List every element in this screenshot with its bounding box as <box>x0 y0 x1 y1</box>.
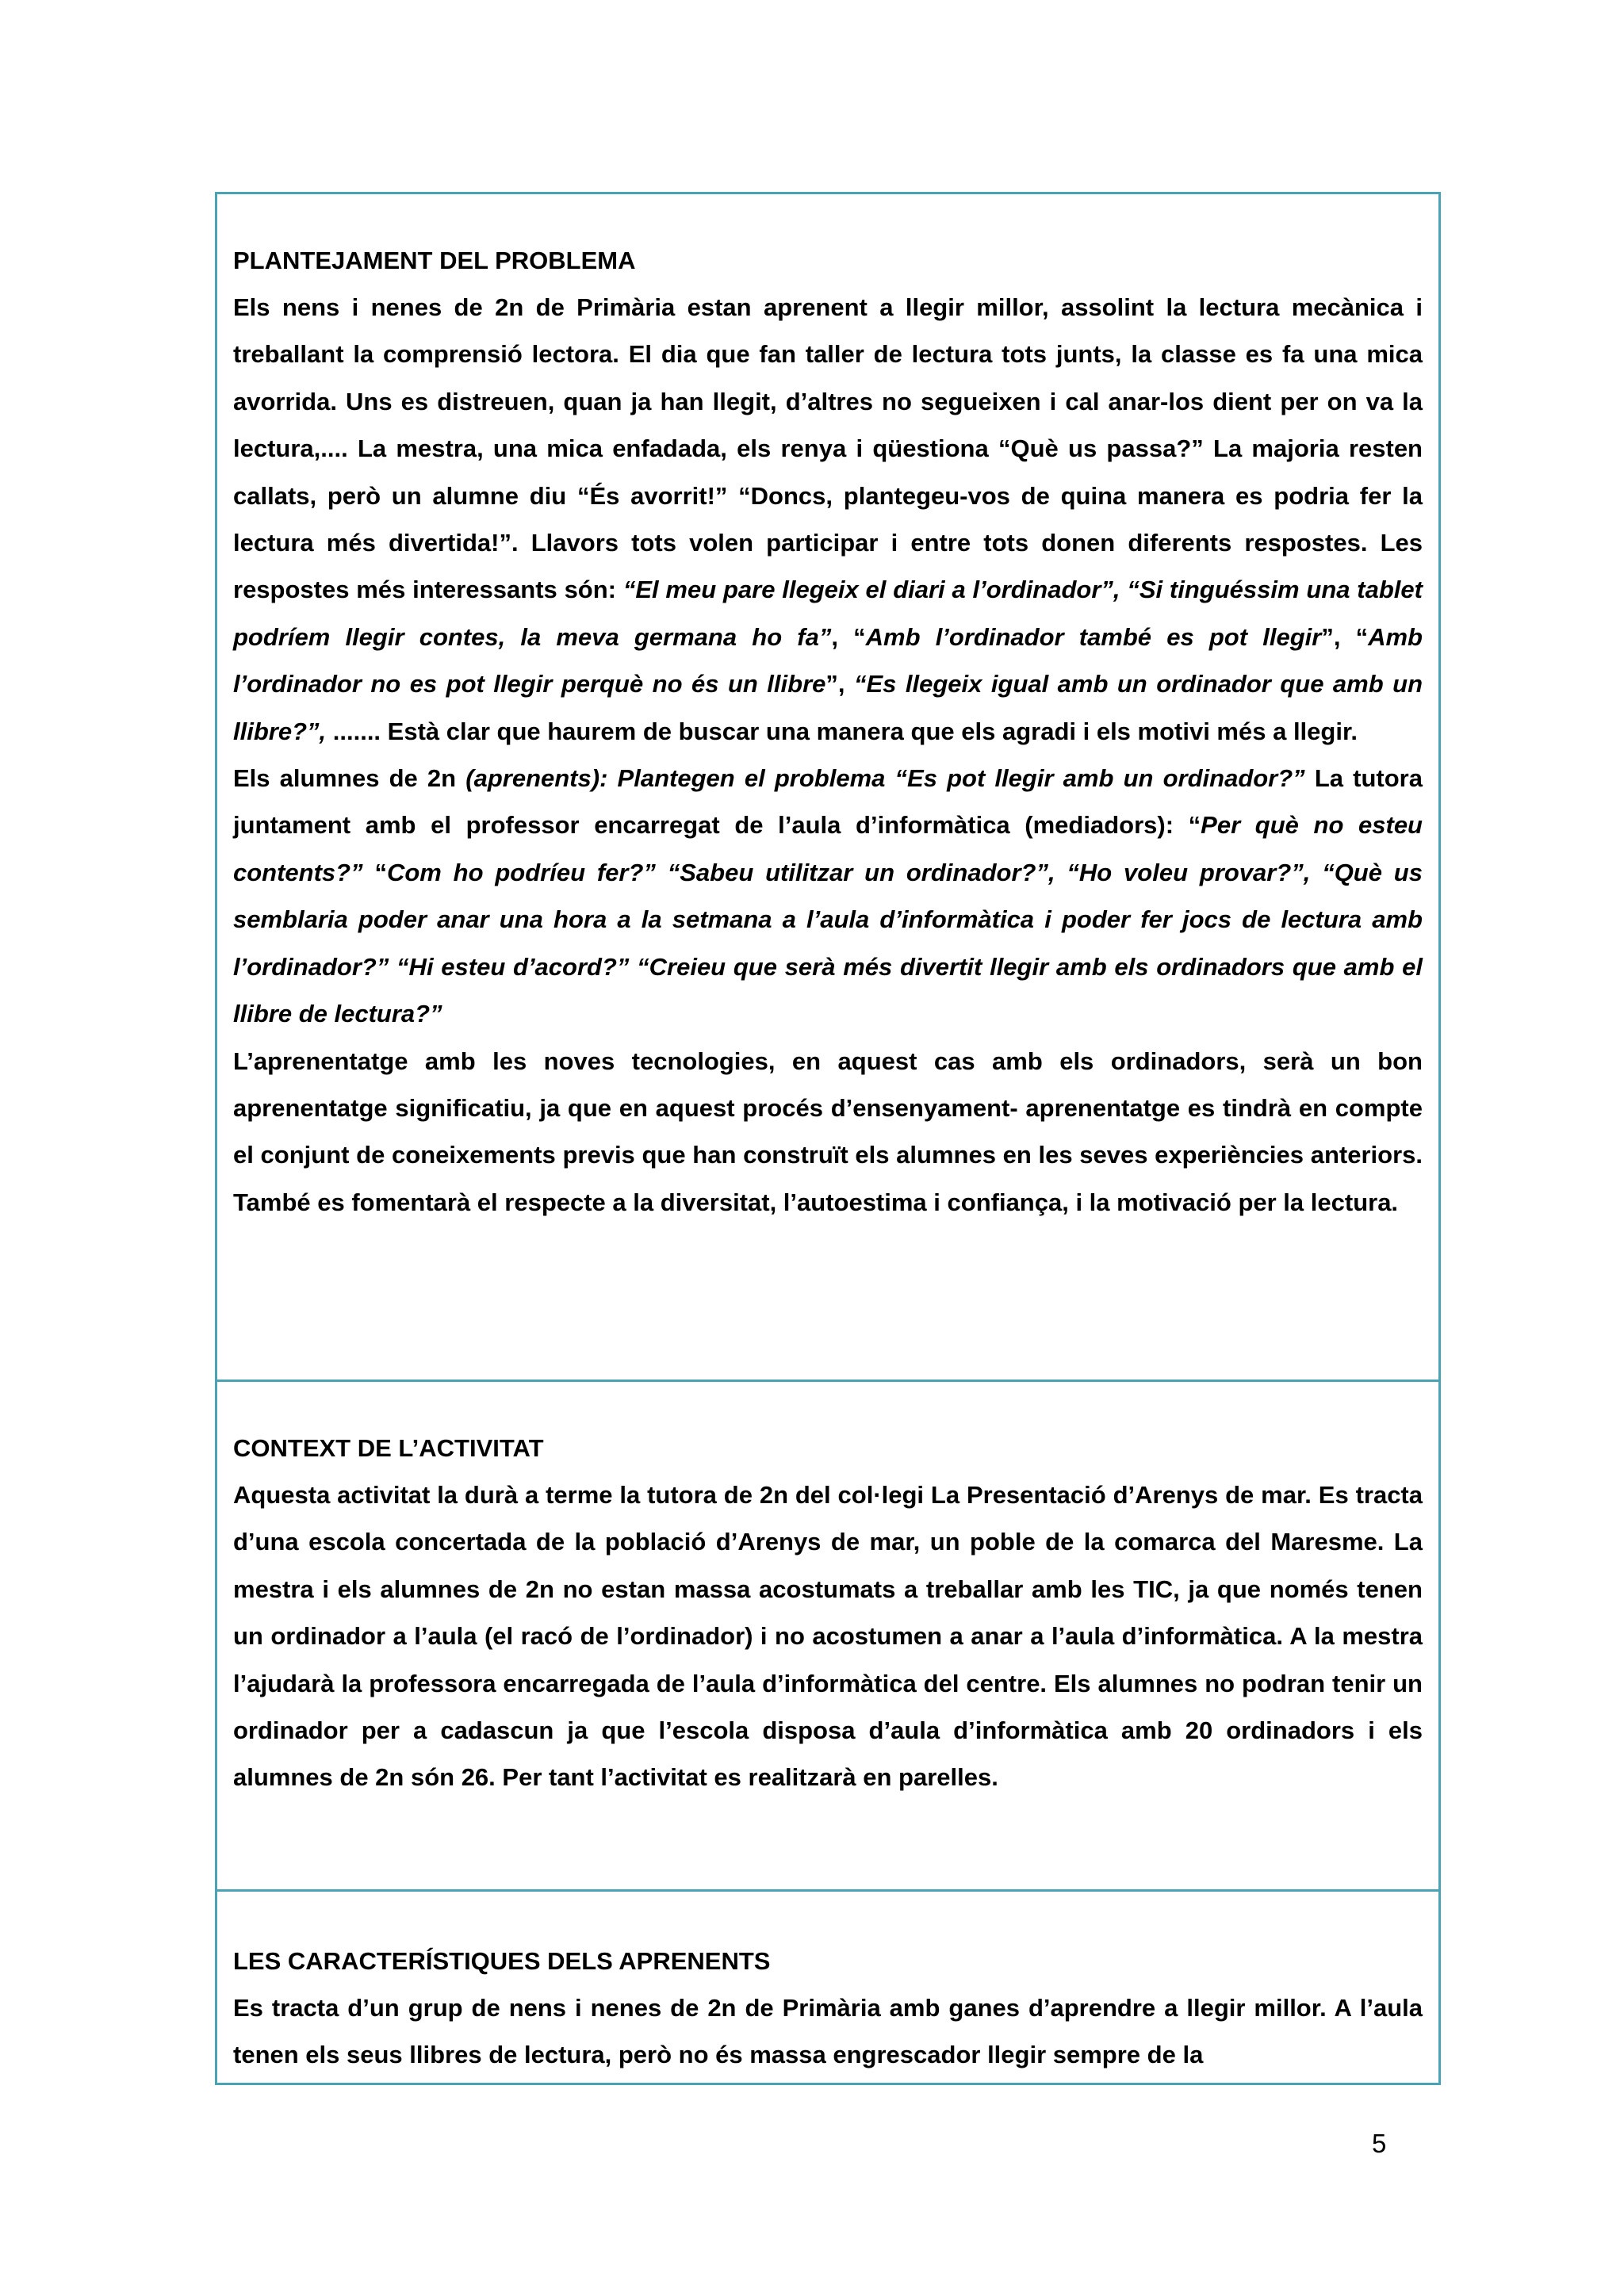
text-run: Els nens i nenes de 2n de Primària estan aprenent a llegir millor, assolint la lectura mecànica i treballant la comprensió lectora. El dia que fan taller de lectura tots junts, la classe es fa una mica avorrida. Uns es distreuen, quan ja han llegit, d’altres no segueixen i cal anar-los dient per on va la lectura,.... La mestra, una mica enfadada, els renya i qüestiona “Què us passa?” La majoria resten callats, però un alumne diu “És avorrit!” “Doncs, plantegeu-vos de quina manera es podria fer la lectura més divertida!”. Llavors tots volen participar i entre tots donen diferents respostes. Les respostes més interessants són: <box>233 293 1423 604</box>
text-run: , “ <box>831 622 866 651</box>
section-heading: PLANTEJAMENT DEL PROBLEMA <box>233 247 636 274</box>
quote-run: “Es llegeix igual amb un ordinador que amb un llibre?”, <box>233 670 1423 745</box>
section-heading: CONTEXT DE L’ACTIVITAT <box>233 1434 544 1462</box>
quote-run: Amb l’ordinador no es pot llegir perquè no és un llibre <box>233 622 1423 698</box>
document-table <box>215 192 1441 2085</box>
section-context <box>217 1382 1438 1892</box>
paragraph: L’aprenentatge amb les noves tecnologies, en aquest cas amb els ordinadors, serà un bon aprenentatge significatiu, ja que en aquest procés d’ensenyament- aprenentatge es tindrà en compte el conjunt de coneixements previs que han construït els alumnes en les seves experiències anteriors. També es fomentarà el respecte a la diversitat, l’autoestima i confiança, i la motivació per la lectura. <box>233 1047 1423 1216</box>
quote-run: (aprenents): Plantegen el problema “Es pot llegir amb un ordinador?” <box>465 764 1305 793</box>
text-run: La tutora juntament amb el professor encarregat de l’aula d’informàtica (mediadors): “ <box>233 764 1423 840</box>
quote-run: “El meu pare llegeix el diari a l’ordinador”, “Si tinguéssim una tablet podríem llegir contes, la meva germana ho fa” <box>233 576 1423 651</box>
section-heading: LES CARACTERÍSTIQUES DELS APRENENTS <box>233 1947 771 1975</box>
text-run: “ <box>362 858 387 886</box>
quote-run: Amb l’ordinador també es pot llegir <box>865 622 1322 651</box>
section-plantejament <box>217 194 1438 1382</box>
paragraph: Es tracta d’un grup de nens i nenes de 2n de Primària amb ganes d’aprendre a llegir millor. A l’aula tenen els seus llibres de lectura, però no és massa engrescador llegir sempre de la <box>233 1994 1423 2069</box>
text-run: ....... Està clar que haurem de buscar una manera que els agradi i els motivi més a llegir. <box>326 717 1358 745</box>
paragraph <box>233 755 1423 1037</box>
quote-run: Per què no esteu contents?” <box>233 811 1423 886</box>
section-caracteristiques <box>217 1892 1438 2083</box>
paragraph: Aquesta activitat la durà a terme la tutora de 2n del col·legi La Presentació d’Arenys de mar. Es tracta d’una escola concertada de la població d’Arenys de mar, un poble de la comarca del Maresme. La mestra i els alumnes de 2n no estan massa acostumats a treballar amb les TIC, ja que només tenen un ordinador a l’aula (el racó de l’ordinador) i no acostumen a anar a l’aula d’informàtica. A la mestra l’ajudarà la professora encarregada de l’aula d’informàtica del centre. Els alumnes no podran tenir un ordinador per a cadascun ja que l’escola disposa d’aula d’informàtica amb 20 ordinadors i els alumnes de 2n són 26. Per tant l’activitat es realitzarà en parelles. <box>233 1481 1423 1792</box>
quote-run: Com ho podríeu fer?” “Sabeu utilitzar un ordinador?”, “Ho voleu provar?”, “Què us semblaria poder anar una hora a la setmana a l’aula d’informàtica i poder fer jocs de lectura amb l’ordinador?” “Hi esteu d’acord?” “Creieu que serà més divertit llegir amb els ordinadors que amb el llibre de lectura?” <box>233 858 1423 1028</box>
text-run: ”, <box>825 670 854 698</box>
paragraph <box>233 284 1423 755</box>
text-run: Els alumnes de 2n <box>233 764 466 793</box>
page-number: 5 <box>1372 2129 1387 2158</box>
text-run: ”, “ <box>1321 622 1369 651</box>
